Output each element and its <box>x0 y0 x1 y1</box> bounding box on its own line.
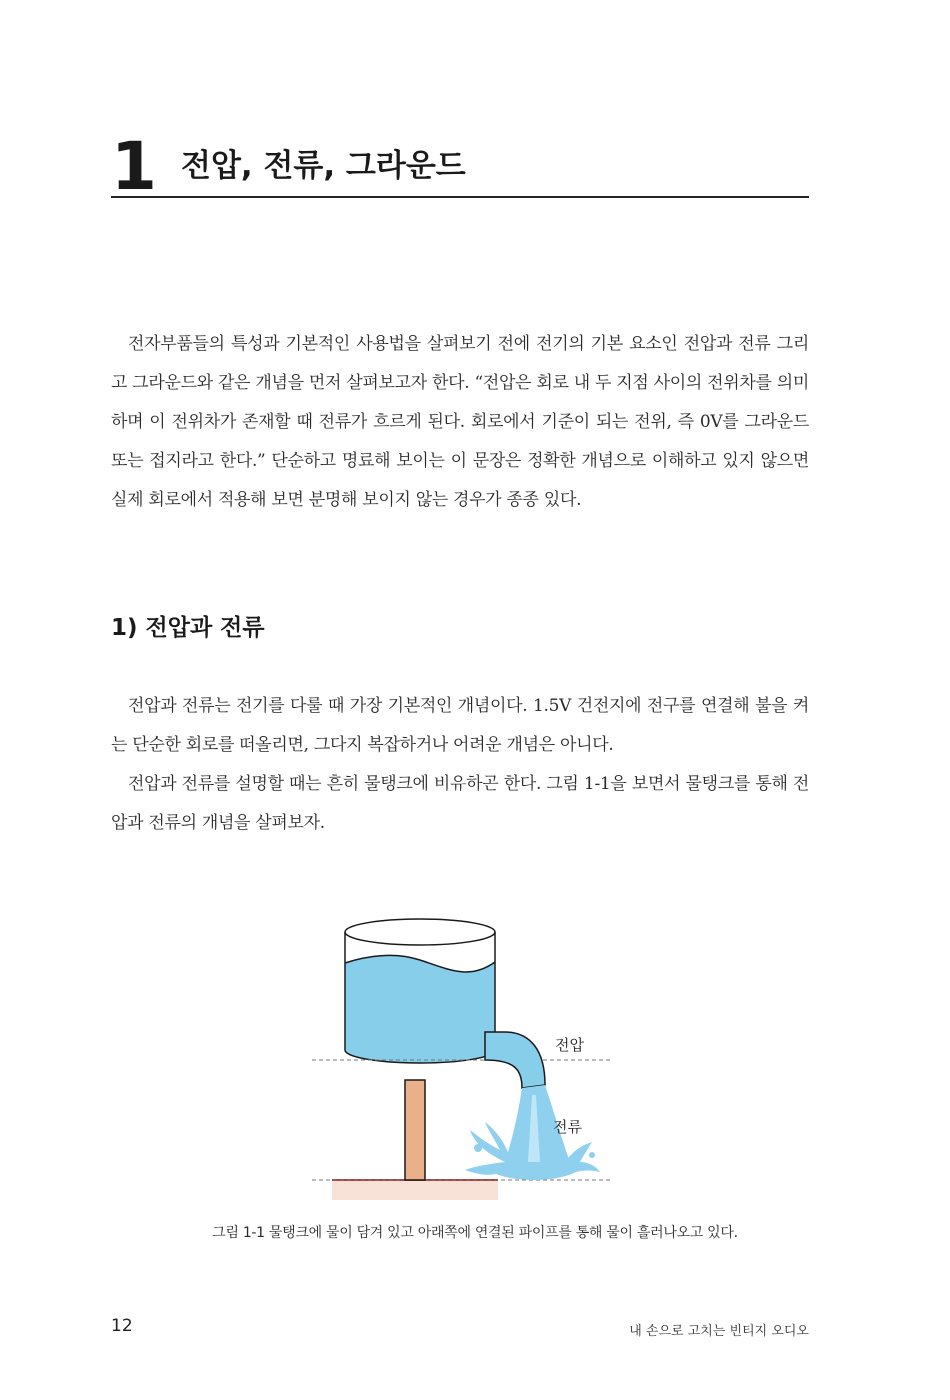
water-droplet <box>589 1152 595 1158</box>
intro-text <box>111 325 809 520</box>
tank-top <box>345 919 495 945</box>
voltage-label: 전압 <box>555 1036 584 1054</box>
section-heading: 1) 전압과 전류 <box>111 615 265 641</box>
chapter-title: 전압, 전류, 그라운드 <box>181 148 466 184</box>
page-number: 12 <box>111 1316 133 1336</box>
section-paragraph-2: 전압과 전류를 설명할 때는 흔히 물탱크에 비유하곤 한다. 그림 1-1을 보면서 물탱크를 통해 전압과 전류의 개념을 살펴보자. <box>111 774 809 833</box>
water-tank-figure <box>300 900 640 1210</box>
intro-paragraph: 전자부품들의 특성과 기본적인 사용법을 살펴보기 전에 전기의 기본 요소인 전압과 전류 그리고 그라운드와 같은 개념을 먼저 살펴보고자 한다. “전압은 회로 내 두 지점 사이의 전위차를 의미하며 이 전위차가 존재할 때 전류가 흐르게 된다. 회로에서 기준이 되는 전위, 즉 0V를 그라운드 또는 접지라고 한다.” 단순하고 명료해 보이는 이 문장은 정확한 개념으로 이해하고 있지 않으면 실제 회로에서 적용해 보면 분명해 보이지 않는 경우가 종종 있다. <box>111 334 809 510</box>
figure-caption: 그림 1-1 물탱크에 물이 담겨 있고 아래쪽에 연결된 파이프를 통해 물이 흘러나오고 있다. <box>212 1225 738 1241</box>
tank-stand <box>405 1080 425 1180</box>
section-body <box>111 687 809 843</box>
outlet-pipe <box>485 1032 545 1088</box>
current-label: 전류 <box>553 1118 582 1136</box>
book-title: 내 손으로 고치는 빈티지 오디오 <box>629 1324 809 1339</box>
water-tank-illustration <box>300 900 640 1210</box>
chapter-number: 1 <box>111 128 155 205</box>
chapter-header <box>111 128 809 205</box>
ground-block <box>332 1180 498 1200</box>
water-droplet <box>474 1144 482 1152</box>
section-paragraph-1: 전압과 전류는 전기를 다룰 때 가장 기본적인 개념이다. 1.5V 건전지에 전구를 연결해 불을 켜는 단순한 회로를 떠올리면, 그다지 복잡하거나 어려운 개념은 아니다. <box>111 696 809 755</box>
